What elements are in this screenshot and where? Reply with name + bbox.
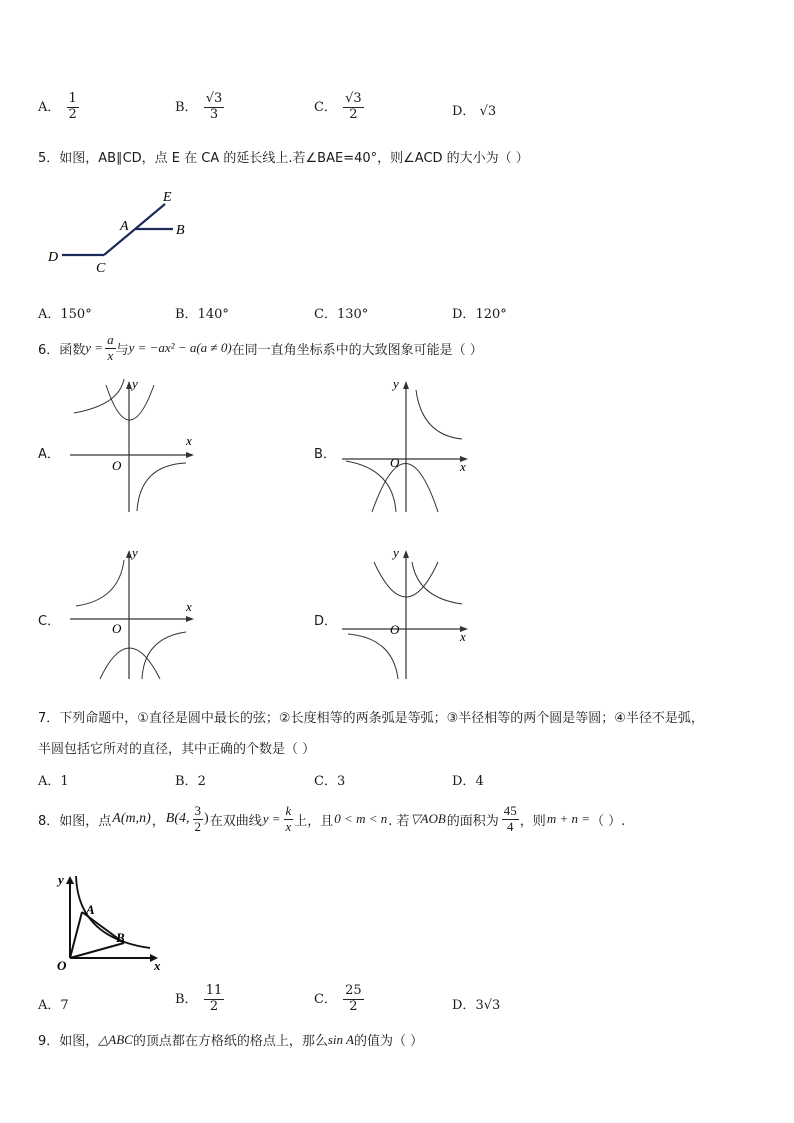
q5-label-b: B	[176, 223, 185, 238]
svg-text:O: O	[390, 622, 400, 637]
q6-stem: 6．函数 y = $\frac{a}{x}$ 与 y = −ax² − a(a ≠ 0) 在同一直角坐标系中的大致图象可能是（ ）	[38, 332, 483, 363]
svg-text:y: y	[393, 545, 399, 560]
q5-stem: 5．如图，AB∥CD，点 E 在 CA 的延长线上.若∠BAE=40°，则∠ACD 的大小为（ ）	[38, 151, 529, 166]
svg-text:x: x	[154, 958, 161, 973]
q5-label-c: C	[96, 261, 106, 276]
q5-figure	[40, 180, 200, 280]
q4-option-d: D． √3	[452, 104, 497, 119]
q5-option-d: D．120°	[452, 307, 507, 322]
q7-option-d: D．4	[452, 774, 484, 789]
q7-option-c: C．3	[314, 774, 346, 789]
q4-option-a: A． $\frac{1}{2}$	[38, 91, 77, 122]
q8-option-b: B． $\frac{11}{2}$	[175, 983, 223, 1014]
q6-label-c: C．	[38, 614, 61, 629]
svg-text:y: y	[58, 872, 64, 887]
q4-option-b: B． $\frac{√3}{3}$	[175, 91, 223, 122]
svg-text:x: x	[186, 433, 192, 448]
q5-label-e: E	[163, 190, 172, 205]
svg-text:x: x	[460, 629, 466, 644]
q8-option-c: C． $\frac{25}{2}$	[314, 983, 362, 1014]
q5-option-c: C．130°	[314, 307, 369, 322]
svg-text:y: y	[132, 545, 138, 560]
q7-option-a: A．1	[38, 774, 69, 789]
svg-text:y: y	[393, 376, 399, 391]
svg-text:x: x	[460, 459, 466, 474]
q6-graph-d	[338, 542, 478, 682]
q9-stem: 9．如图， △ABC 的顶点都在方格纸的格点上，那么 sin A 的值为（ ）	[38, 1031, 424, 1049]
q6-label-b: B．	[314, 447, 336, 462]
q5-label-a: A	[120, 219, 129, 234]
svg-text:A: A	[86, 902, 95, 917]
q5-option-a: A．150°	[38, 307, 92, 322]
svg-text:x: x	[186, 599, 192, 614]
q8-figure	[46, 866, 176, 976]
q6-graph-c	[64, 542, 204, 682]
q8-option-d: D．3√3	[452, 998, 501, 1013]
q6-graph-b	[338, 375, 478, 515]
q4-option-c: C． $\frac{√3}{2}$	[314, 91, 362, 122]
q8-option-a: A．7	[38, 998, 69, 1013]
q7-line1: 7．下列命题中，①直径是圆中最长的弦；②长度相等的两条弧是等弧；③半径相等的两个圆是等圆；④半径不是弧，	[38, 711, 704, 726]
q8-stem: 8．如图，点 A(m,n) ， B(4, $\frac{3}{2}$ ) 在双曲线 y = $\frac{k}{x}$ 上，且 0 < m < n . 若 ▽AOB 的面积为 $\frac{45}{4}$ ，则 m + n = （ ）.	[38, 803, 626, 834]
q7-line2: 半圆包括它所对的直径，其中正确的个数是（ ）	[38, 742, 316, 757]
svg-text:O: O	[112, 621, 122, 636]
svg-text:O: O	[390, 455, 400, 470]
svg-text:y: y	[132, 376, 138, 391]
q6-graph-a	[64, 375, 204, 515]
q5-label-d: D	[48, 250, 59, 265]
q6-label-d: D．	[314, 614, 338, 629]
svg-text:O: O	[112, 458, 122, 473]
q7-option-b: B．2	[175, 774, 206, 789]
svg-text:O: O	[57, 958, 67, 973]
q6-label-a: A．	[38, 447, 60, 462]
q5-option-b: B．140°	[175, 307, 229, 322]
svg-text:B: B	[116, 930, 125, 945]
